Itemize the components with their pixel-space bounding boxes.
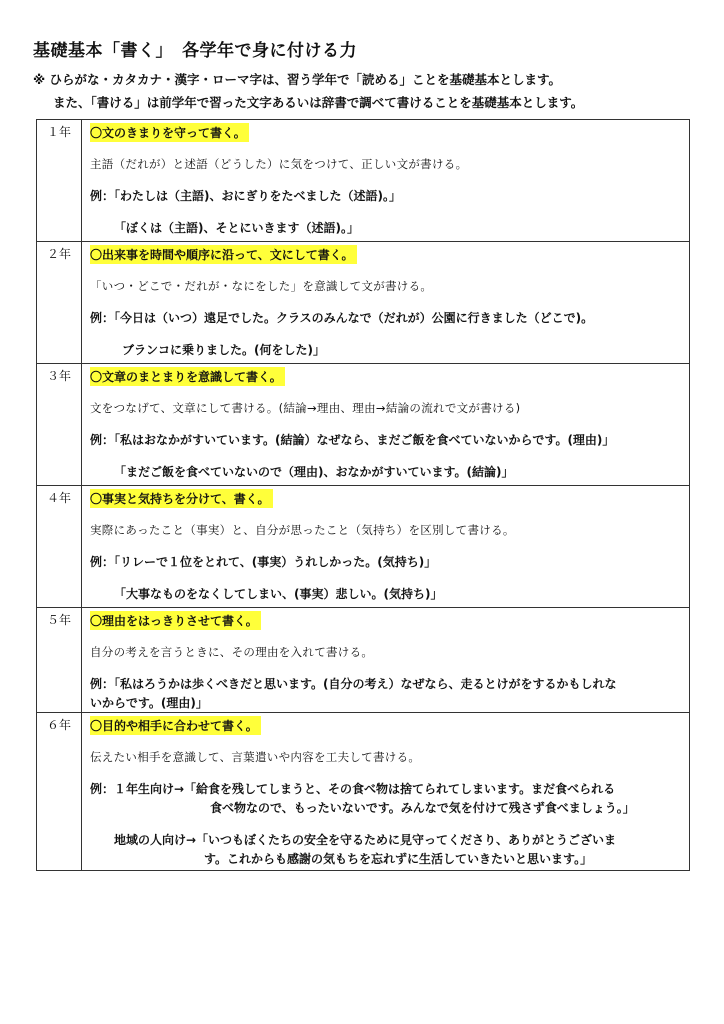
page-title: 基礎基本「書く」 各学年で身に付ける力 <box>33 41 357 61</box>
grade-example-1-continued: いからです。(理由)」 <box>90 696 208 710</box>
grade-content <box>82 364 690 486</box>
grade-example-2: 「ぼくは（主語)、そとにいきます（述語)。」 <box>114 221 359 235</box>
grade-content <box>82 242 690 364</box>
grade-content <box>82 608 690 713</box>
grade-row-4 <box>37 486 690 608</box>
grade-content <box>82 713 690 871</box>
grade-heading: 〇文章のまとまりを意識して書く。 <box>90 367 285 386</box>
grade-example-1: 例：「リレーで１位をとれて、(事実）うれしかった。(気持ち)」 <box>90 555 437 569</box>
note-line-1: ※ ひらがな・カタカナ・漢字・ローマ字は、習う学年で「読める」ことを基礎基本とします。 <box>33 72 562 87</box>
grade-example-1: 例：１年生向け→「給食を残してしまうと、その食べ物は捨てられてしまいます。まだ食べられる <box>90 782 616 796</box>
grade-example-1: 例：「私はろうかは歩くべきだと思います。(自分の考え）なぜなら、走るとけがをするかもしれな <box>90 677 617 691</box>
grade-year: ２年 <box>37 242 82 364</box>
grade-example-2-continued: す。これからも感謝の気もちを忘れずに生活していきたいと思います。」 <box>204 852 593 866</box>
grade-description: 伝えたい相手を意識して、言葉遣いや内容を工夫して書ける。 <box>90 750 421 764</box>
grade-description: 主語（だれが）と述語（どうした）に気をつけて、正しい文が書ける。 <box>90 157 468 171</box>
note-line-2: また、「書ける」は前学年で習った文字あるいは辞書で調べて書けることを基礎基本とします。 <box>53 95 584 110</box>
grade-heading: 〇事実と気持ちを分けて、書く。 <box>90 489 273 508</box>
grade-description: 文をつなげて、文章にして書ける。(結論→理由、理由→結論の流れで文が書ける) <box>90 401 521 415</box>
grade-example-1-continued: 食べ物なので、もったいないです。みんなで気を付けて残さず食べましょう。」 <box>210 801 635 815</box>
grade-example-2: 地域の人向け→「いつもぼくたちの安全を守るために見守ってくださり、ありがとうございま <box>114 833 617 847</box>
grade-heading: 〇目的や相手に合わせて書く。 <box>90 716 261 735</box>
grade-content <box>82 486 690 608</box>
grade-row-2 <box>37 242 690 364</box>
grade-year: ５年 <box>37 608 82 713</box>
grade-heading: 〇理由をはっきりさせて書く。 <box>90 611 261 630</box>
grade-row-1 <box>37 120 690 242</box>
grade-example-1: 例：「今日は（いつ）遠足でした。クラスのみんなで（だれが）公園に行きました（どこで)。 <box>90 311 594 325</box>
grade-description: 「いつ・どこで・だれが・なにをした」を意識して文が書ける。 <box>90 279 433 293</box>
grade-row-6 <box>37 713 690 871</box>
grade-heading: 〇出来事を時間や順序に沿って、文にして書く。 <box>90 245 357 264</box>
grade-example-1: 例：「わたしは（主語)、おにぎりをたべました（述語)。」 <box>90 189 401 203</box>
grade-example-1: 例：「私はおなかがすいています。(結論）なぜなら、まだご飯を食べていないからです。(理由)」 <box>90 433 615 447</box>
grade-example-2: 「まだご飯を食べていないので（理由)、おなかがすいています。(結論)」 <box>114 465 514 479</box>
grade-row-5 <box>37 608 690 713</box>
grade-row-3 <box>37 364 690 486</box>
grade-example-2: 「大事なものをなくしてしまい、(事実）悲しい。(気持ち)」 <box>114 587 443 601</box>
grade-description: 自分の考えを言うときに、その理由を入れて書ける。 <box>90 645 374 659</box>
grade-year: ３年 <box>37 364 82 486</box>
grade-year: ６年 <box>37 713 82 871</box>
grade-content <box>82 120 690 242</box>
grade-description: 実際にあったこと（事実）と、自分が思ったこと（気持ち）を区別して書ける。 <box>90 523 515 537</box>
grade-table <box>36 119 690 871</box>
grade-year: １年 <box>37 120 82 242</box>
grade-example-2: ブランコに乗りました。(何をした)」 <box>122 343 325 357</box>
grade-year: ４年 <box>37 486 82 608</box>
grade-heading: 〇文のきまりを守って書く。 <box>90 123 249 142</box>
